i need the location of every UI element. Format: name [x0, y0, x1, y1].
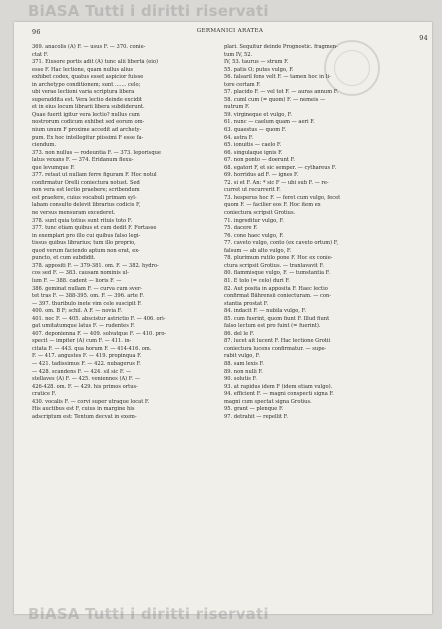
text-line: latus vexans F. — 374. Eridanum flexu- — [32, 157, 134, 164]
text-line: 66. singulaque ignis F. — [224, 149, 283, 156]
text-line: 378. appositi F. — 379-381. om. F. — 382. hydro- — [32, 262, 159, 269]
text-line: 61. nunc — caelum quam — aeri F. — [224, 119, 315, 126]
running-title: GERMANICI ARATEA — [196, 28, 264, 34]
text-line: 72. si et F. An: * sic F — ubi sub F. — re- — [224, 179, 329, 186]
text-line: 430. vocalis F. — corvi super utraque locat F. — [32, 398, 150, 405]
text-line: ne versus mensuram excederet. — [32, 210, 116, 217]
text-line: curret ut recurrerit F. — [224, 187, 281, 194]
text-line: 76. cone haec vulgo, F. — [224, 232, 284, 239]
watermark-bottom: BiASA Tutti i diritti riservati — [28, 605, 269, 623]
text-line: 97. detrahit — repellit F. — [224, 413, 289, 420]
text-line: labam consulto delevit librarius codicis F, — [32, 202, 141, 209]
text-line: coniectura lucens confirmatur. — supe- — [224, 345, 327, 352]
text-line: 68. egatori F, et sic semper. — cythareus F. — [224, 164, 337, 171]
text-line: falso lectum est pro fuint (= fuerint). — [224, 323, 321, 330]
text-line: 373. non nullus — rodeuntia F. — 373. leporisque — [32, 149, 161, 156]
text-line: ubi verae lectioni varia scriptura libera — [32, 89, 135, 96]
text-line: plari. Sequitur deinde Prognostic. fragmen- — [224, 44, 338, 50]
text-line: 69. horridus ad F. — ignes F. — [224, 172, 299, 179]
text-line: 85. cum fuerint, quom fiunt F. Illud fiunt — [224, 315, 330, 322]
text-line: ciendum. — [32, 142, 56, 149]
text-line: stellaves (A) F. — 425. veniennes (A) F. — — [32, 376, 140, 383]
text-line: lum F. — 388. cadent — lioris F. — — [32, 277, 122, 284]
text-line: 86. del le F. — [224, 330, 255, 337]
text-line: ctura scripsit Grotius. — tranlavavit F. — [224, 262, 324, 269]
text-line: quom F. — facilier eos F. Hoc item ex — [224, 202, 321, 209]
text-line: 80. flammisque vulgo, F. — tumstantia F. — [224, 270, 331, 277]
text-line: in exemplari pro illo cui quibus falso legi- — [32, 232, 141, 239]
text-line: 58. cuml cum (= quom) F. — nemeis — — [224, 96, 326, 103]
text-line: 93. at rapidus idem F (idem etiam vulgo). — [224, 383, 333, 390]
text-line: 64. astra F. — [224, 134, 254, 141]
text-line: coniectura scripsit Grotius. — [224, 210, 296, 217]
text-line: confirmatur Orelli coniectura notust. Sed — [32, 179, 140, 186]
text-line: exhibet codex, quatus esset aspicior fuisse — [32, 74, 144, 81]
text-line: 57. placido F. — vel tot F. — auras annum F. — [224, 89, 339, 96]
text-line: adscriptum est: Tentum decvat in exem- — [32, 413, 137, 420]
text-line: 82. Aut posita in apposita F. Haec lectio — [224, 285, 328, 292]
text-line: pum. Ex hoc intellegitur piissimi F esse fa- — [32, 134, 144, 141]
text-line: Quae fuerit igitur vera lectio? nullus cum — [32, 111, 140, 118]
text-line: tet tras F. — 388-395. om. F. — 396. arte F. — [32, 293, 144, 300]
text-line: 87. lucet ait lucent F. Hac lectione Grotii — [224, 338, 331, 345]
text-line: 94. efficient F. — magni conspecti signa F. — [224, 391, 334, 398]
text-line: tissus quibus librarius; tum illo proprio, — [32, 240, 136, 247]
text-line: nostrorum codicum exhibet sed eorum om- — [32, 119, 145, 126]
text-line: 56. falsaril fons velt F. — tamen hoc in li- — [224, 74, 331, 81]
text-line: 81. E tolo (= celo) duri F. — [224, 277, 290, 284]
text-line: 400. om. B F; schil. A F. — novia F. — [32, 308, 123, 315]
text-line: 63. quaestus — quom F. — [224, 127, 287, 134]
left-page-number: 96 — [32, 28, 41, 36]
text-line: 78. plurimum rutilo pone F. Hoc ex conie- — [224, 255, 333, 262]
text-line: — 421. tadissimus F. — 422. nubagerus F. — [32, 360, 141, 367]
text-line: quod verum faciendo aptum non erat, ex- — [32, 247, 140, 254]
text-line: puncto, et cum subdidit. — [32, 255, 96, 262]
text-line: 95. grant — plenque F. — [224, 406, 284, 413]
text-line: citata F. — 443. qua horum F. — 414-416. om. — [32, 345, 152, 352]
watermark-top: BiASA Tutti i diritti riservati — [28, 2, 269, 20]
text-line: F. — 417. angustes F. — 419. propinqua F. — [32, 353, 142, 360]
text-line: 401. nec F. — 405. abscistur astrictio F. — 406. ori- — [32, 315, 166, 322]
text-line: 84. indacit F. — nubila vulgo, F. — [224, 308, 306, 315]
text-line: est praefere, cuius vocabuli primam syl- — [32, 194, 137, 201]
text-line: 377. tunc etiam quibus et cum dedit F. Fortasse — [32, 225, 157, 232]
text-line: falsum — ab alto vulgo, F. — [224, 247, 292, 254]
text-line: ctat F. — [32, 51, 49, 58]
right-column — [224, 44, 420, 421]
text-line: in archetypo conditionem; sunt ....... celo; — [32, 81, 141, 88]
text-line: 377. retsat ut nullam ferre figuram F. Hoc notul — [32, 172, 157, 179]
text-line: non vera est lectio praebere; scribendum — [32, 187, 140, 194]
text-line: confirmat Bährensii coniecturam. — con- — [224, 293, 332, 300]
text-line: 88. sam lexis F. — [224, 360, 264, 367]
text-line: et in eius locum librarii libera subdiderunt. — [32, 104, 145, 111]
text-line: 89. non nulli F. — [224, 368, 263, 375]
text-line: 378. sunt quia totius sunt rituis toto F. — [32, 217, 133, 224]
text-line: His auctibus est F, cuius in margine his — [32, 406, 135, 413]
text-line: specit — impiter (A) cum F. — 411. in- — [32, 338, 132, 345]
text-line: nium unum F proxime accedit ad archety- — [32, 127, 142, 134]
text-line: stantia prostat F. — [224, 300, 269, 307]
text-line: 73. hesperus hoc F. — feret cum vulgo, fecet — [224, 194, 341, 201]
text-line: tore certam F. — [224, 81, 261, 88]
left-column — [32, 44, 220, 421]
text-line: gat umitatumque latus F. — rudentes F. — [32, 323, 135, 330]
text-line: 90. solutis F. — [224, 376, 257, 383]
text-line: 75. dacere F. — [224, 225, 258, 232]
text-line: rabit vulgo, F. — [224, 353, 261, 360]
text-line: tum IV, 52. — [224, 51, 253, 58]
text-line: 71. ingreditur vulgo, F. — [224, 217, 284, 224]
text-line: 55. patis O; putes vulgo, F. — [224, 66, 294, 73]
text-line: 67. non ponto — doerunt F. — [224, 157, 296, 164]
text-line: que levumque F. — [32, 164, 75, 171]
text-line: magni cum spectat signa Grotius. — [224, 398, 312, 405]
right-page-number: 94 — [419, 34, 428, 42]
text-line: nutrum F. — [224, 104, 250, 111]
text-line: 371. Eiusore portis adit (A) tunc alii libertà (eio) — [32, 59, 159, 66]
text-line: — 397. thuribulo inete vim cele suscipit F. — [32, 300, 142, 307]
text-line: superaddita est. Vera lectio deinde excidit — [32, 96, 142, 103]
text-line: — 428. scandens F. — 424. sil sic F. — — [32, 368, 132, 375]
text-line: 407. deponienna F. — 409. solvatque F. — 410. pro- — [32, 330, 167, 337]
text-line: 369. anacolis (A) F. — usus F. — 370. conie- — [32, 44, 146, 50]
text-line: cos sed F. — 383. causam nominis ul- — [32, 270, 130, 277]
text-line: esse F. Hac lectione, quam nullus alius — [32, 66, 134, 73]
text-line: 386. geminat nullam F. — curva cum sver- — [32, 285, 143, 292]
text-line: 65. ionuitis — caelo F. — [224, 142, 282, 149]
text-line: 59. virgineque et vulgo, F. — [224, 111, 293, 118]
text-line: cratice F. — [32, 391, 57, 398]
text-line: 426-428. om. F. — 429. his primos ortus- — [32, 383, 138, 390]
text-line: IV, 53. taurus — strum F. — [224, 59, 289, 66]
text-line: 77. caveto vulgo, conto (ex caveto ortum) F, — [224, 240, 339, 247]
